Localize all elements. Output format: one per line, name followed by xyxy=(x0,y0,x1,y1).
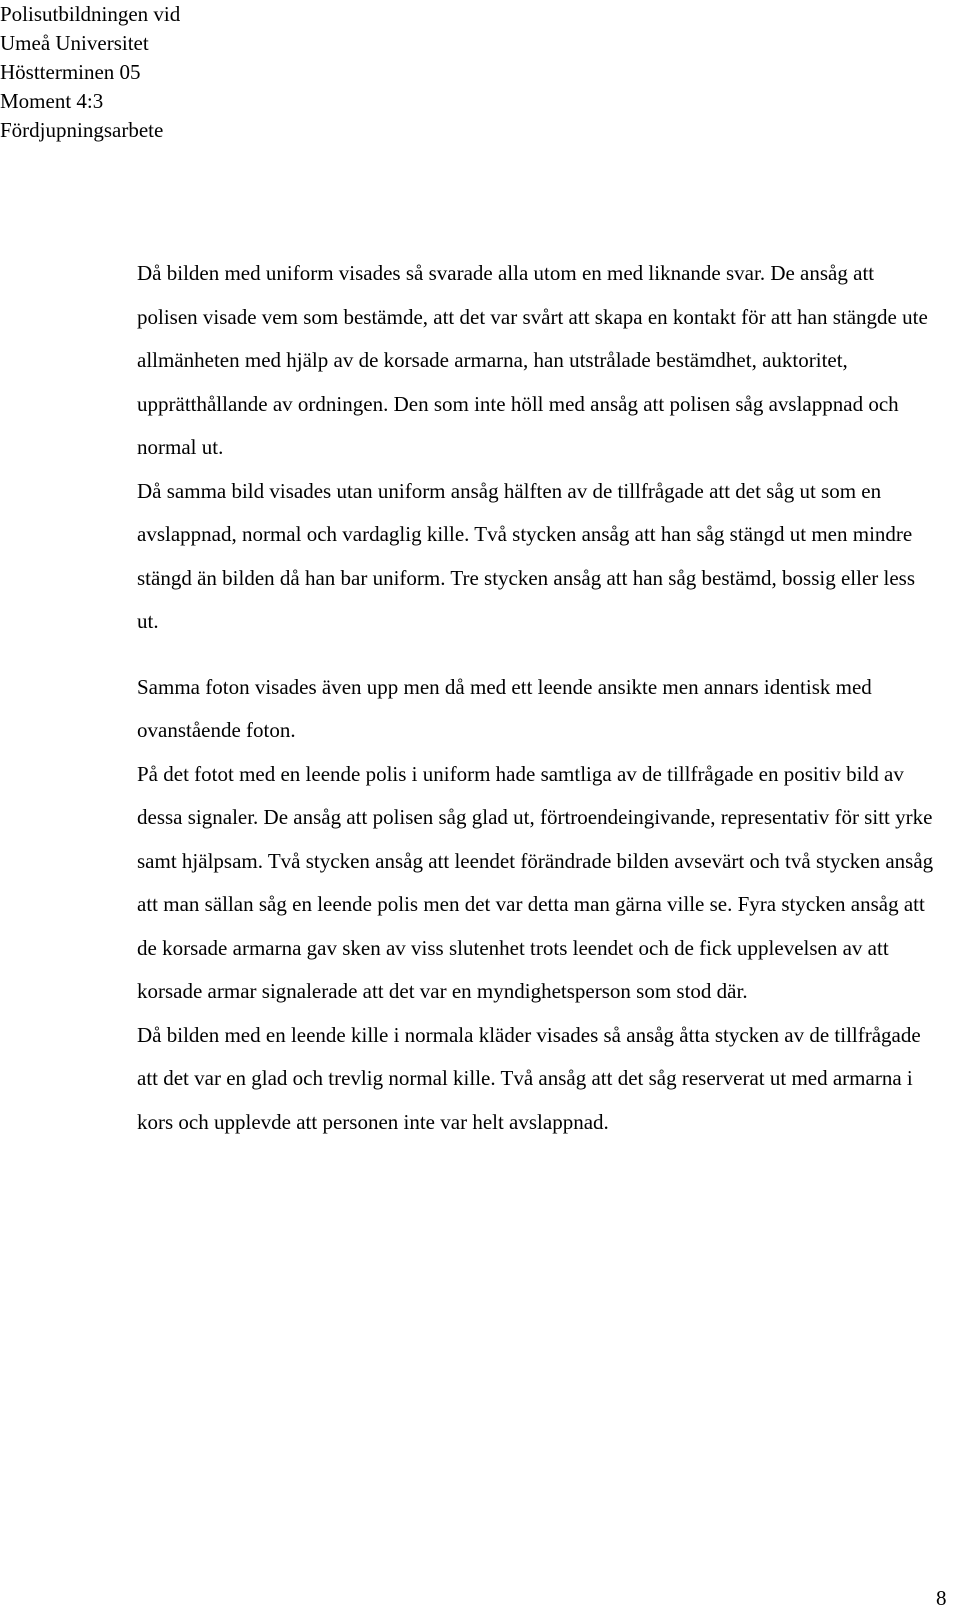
header-line-term: Höstterminen 05 xyxy=(0,60,141,84)
header-line-title: Fördjupningsarbete xyxy=(0,118,164,142)
paragraph-smiling-intro: Samma foton visades även upp men då med ett leende ansikte men annars identisk med ovanstående foton. xyxy=(137,674,872,742)
header-line-university: Umeå Universitet xyxy=(0,31,149,55)
header-line-module: Moment 4:3 xyxy=(0,89,104,113)
page-number: 8 xyxy=(936,1586,947,1610)
header-line-institution: Polisutbildningen vid xyxy=(0,2,181,26)
paragraph-uniform: Då bilden med uniform visades så svarade alla utom en med liknande svar. De ansåg att polisen visade vem som bestämde, att det var svårt att skapa en kontakt för att han stängde ute allmänheten med hjälp av de korsade armarna, han utstrålade bestämdhet, auktoritet, upprätthållande av ordningen. Den som inte höll med ansåg att polisen såg avslappnad och normal ut. xyxy=(137,261,928,459)
paragraph-smiling-normal-clothes: Då bilden med en leende kille i normala kläder visades så ansåg åtta stycken av de tillfrågade att det var en glad och trevlig normal kille. Två ansåg att det såg reserverat ut med armarna i kors och upplevde att personen inte var helt avslappnad. xyxy=(137,1022,921,1134)
document-header xyxy=(0,0,180,145)
paragraph-smiling-uniform: På det fotot med en leende polis i uniform hade samtliga av de tillfrågade en positiv bild av dessa signaler. De ansåg att polisen såg glad ut, förtroendeingivande, representativ för sitt yrke samt hjälpsam. Två stycken ansåg att leendet förändrade bilden avsevärt och två stycken ansåg att man sällan såg en leende polis men det var detta man gärna ville se. Fyra stycken ansåg att de korsade armarna gav sken av viss slutenhet trots leendet och de fick upplevelsen av att korsade armar signalerade att det var en myndighetsperson som stod där. xyxy=(137,761,934,1003)
document-body xyxy=(137,252,937,1144)
paragraph-spacer xyxy=(137,644,937,666)
paragraph-no-uniform: Då samma bild visades utan uniform ansåg hälften av de tillfrågade att det såg ut som en avslappnad, normal och vardaglig kille. Två stycken ansåg att han såg stängd ut men mindre stängd än bilden då han bar uniform. Tre stycken ansåg att han såg bestämd, bossig eller less ut. xyxy=(137,478,916,633)
